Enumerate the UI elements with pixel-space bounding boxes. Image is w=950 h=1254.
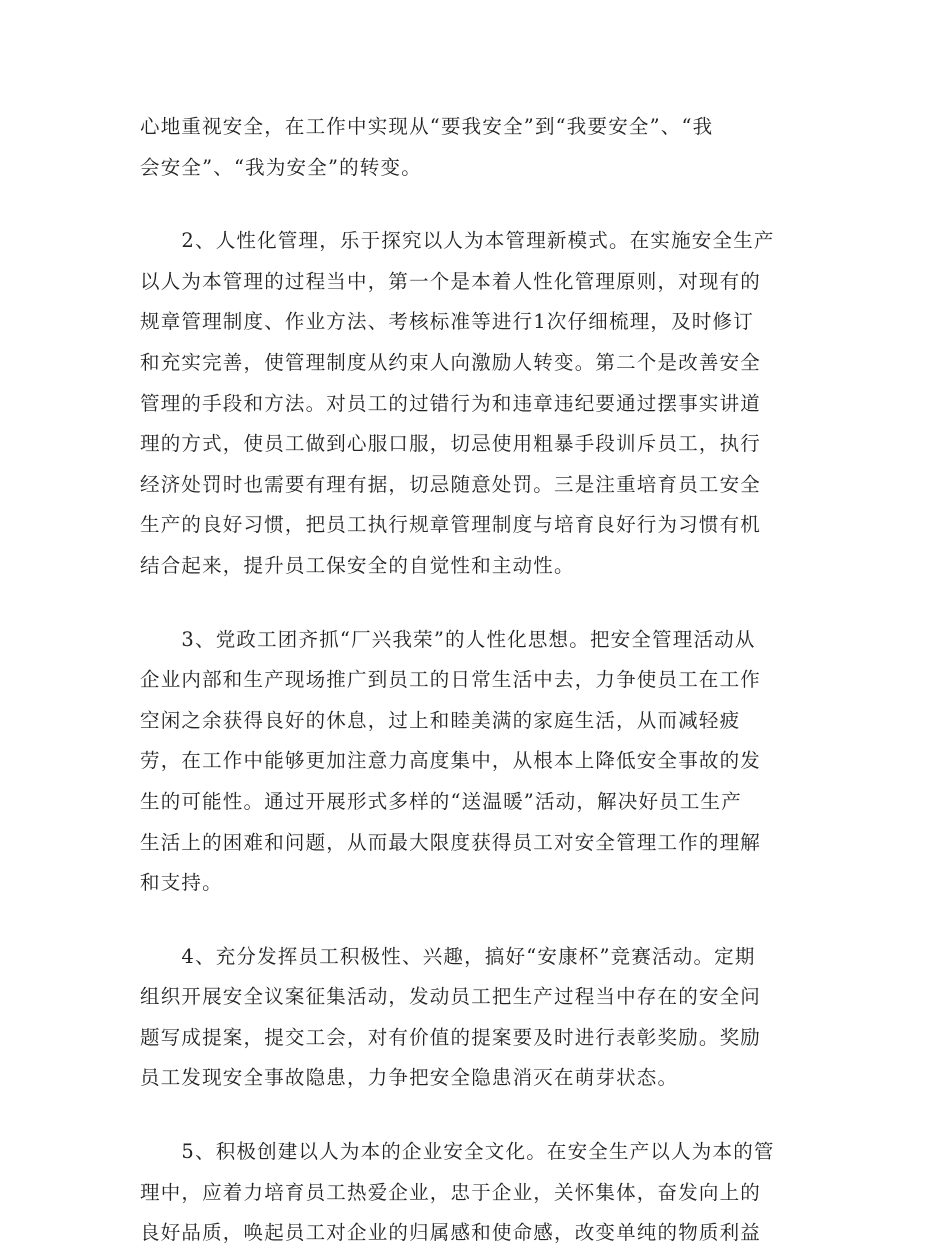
text-line: 理的方式，使员工做到心服口服，切忌使用粗暴手段训斥员工，执行: [140, 432, 762, 456]
text-line: 管理的手段和方法。对员工的过错行为和违章违纪要通过摆事实讲道: [140, 391, 762, 415]
text-line: 5、积极创建以人为本的企业安全文化。在安全生产以人为本的管: [140, 1140, 775, 1164]
text-line: 生活上的困难和问题，从而最大限度获得员工对安全管理工作的理解: [140, 830, 762, 854]
document-body: [140, 107, 805, 1254]
text-line: 企业内部和生产现场推广到员工的日常生活中去，力争使员工在工作: [140, 668, 762, 692]
paragraph-1: [140, 107, 805, 188]
paragraph-spacer: [140, 188, 805, 221]
text-line: 良好品质，唤起员工对企业的归属感和使命感，改变单纯的物质利益: [140, 1221, 762, 1245]
text-line: 2、人性化管理，乐于探究以人为本管理新模式。在实施安全生产: [140, 229, 775, 253]
text-line: 劳，在工作中能够更加注意力高度集中，从根本上降低安全事故的发: [140, 749, 762, 773]
text-line: 生的可能性。通过开展形式多样的“送温暖”活动，解决好员工生产: [140, 789, 742, 813]
paragraph-spacer: [140, 1099, 805, 1132]
text-line: 以人为本管理的过程当中，第一个是本着人性化管理原则，对现有的: [140, 269, 762, 293]
text-line: 4、充分发挥员工积极性、兴趣，搞好“安康杯”竞赛活动。定期: [140, 944, 756, 968]
text-line: 结合起来，提升员工保安全的自觉性和主动性。: [140, 553, 575, 577]
text-line: 和支持。: [140, 871, 223, 895]
text-line: 3、党政工团齐抓“厂兴我荣”的人性化思想。把安全管理活动从: [140, 627, 756, 651]
text-line: 生产的良好习惯，把员工执行规章管理制度与培育良好行为习惯有机: [140, 513, 762, 537]
paragraph-spacer: [140, 904, 805, 937]
text-line: 题写成提案，提交工会，对有价值的提案要及时进行表彰奖励。奖励: [140, 1025, 762, 1049]
text-line: 经济处罚时也需要有理有据，切忌随意处罚。三是注重培育员工安全: [140, 472, 762, 496]
text-line: 员工发现安全事故隐患，力争把安全隐患消灭在萌芽状态。: [140, 1066, 679, 1090]
text-line: 理中，应着力培育员工热爱企业，忠于企业，关怀集体，奋发向上的: [140, 1180, 762, 1204]
paragraph-4: [140, 937, 805, 1099]
text-line: 规章管理制度、作业方法、考核标准等进行1次仔细梳理，及时修订: [140, 310, 754, 334]
text-line: 心地重视安全，在工作中实现从“要我安全”到“我要安全”、“我: [140, 115, 714, 138]
paragraph-5: [140, 1132, 805, 1254]
text-line: 组织开展安全议案征集活动，发动员工把生产过程当中存在的安全问: [140, 985, 762, 1009]
text-line: 会安全”、“我为安全”的转变。: [140, 155, 422, 179]
text-line: 空闲之余获得良好的休息，过上和睦美满的家庭生活，从而减轻疲: [140, 708, 741, 732]
paragraph-spacer: [140, 587, 805, 620]
paragraph-2: [140, 221, 805, 586]
paragraph-3: [140, 620, 805, 904]
text-line: 和充实完善，使管理制度从约束人向激励人转变。第二个是改善安全: [140, 350, 762, 374]
